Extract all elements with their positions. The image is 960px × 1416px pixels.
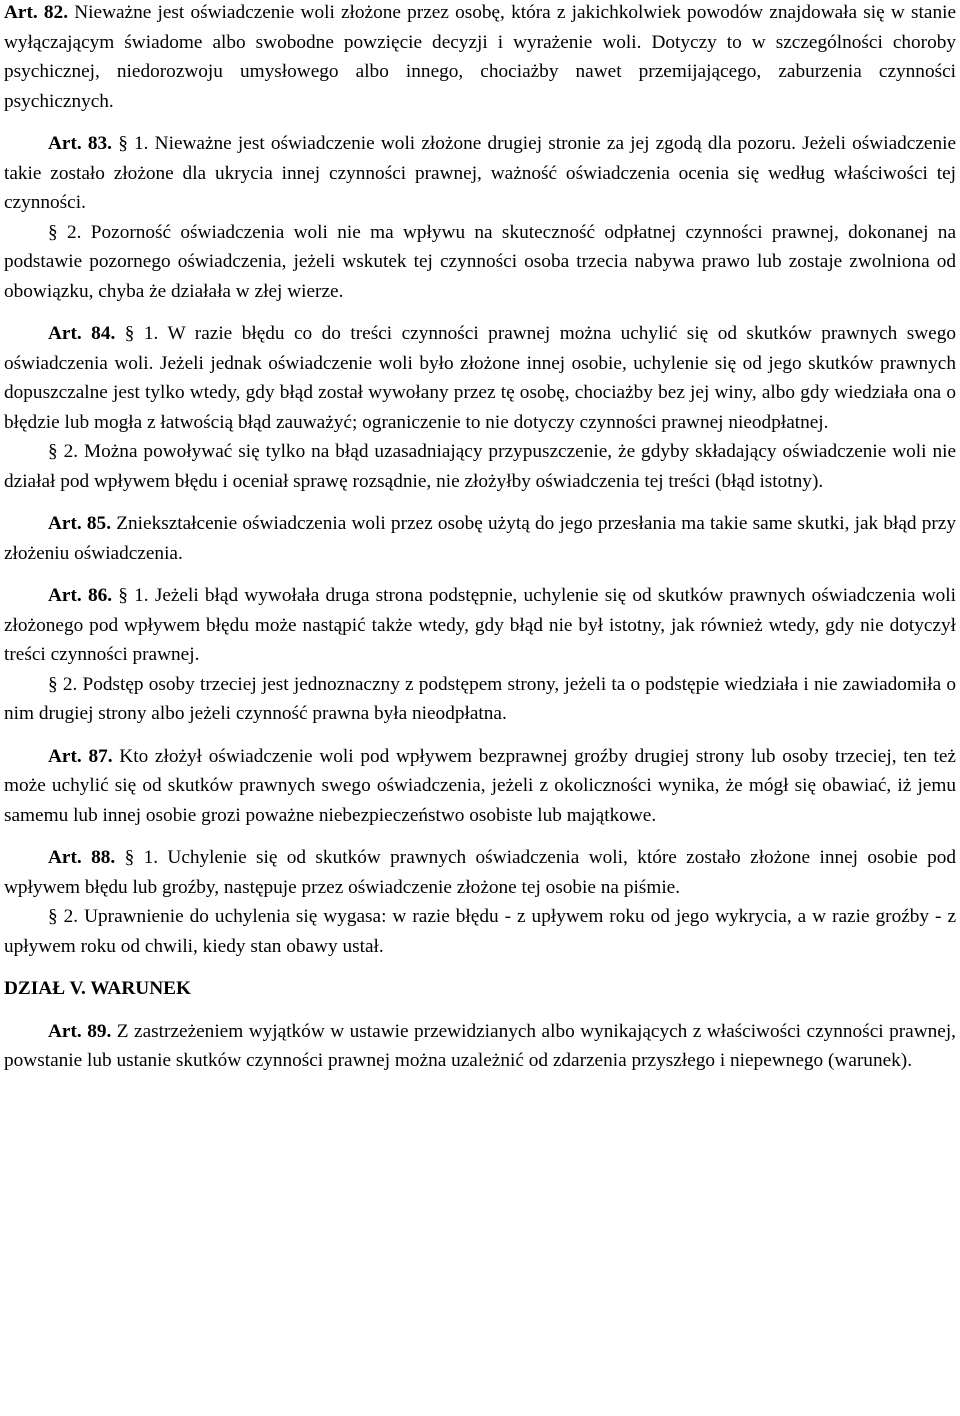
article-89 xyxy=(4,1017,956,1076)
paragraph-number: § 2. xyxy=(48,673,78,695)
paragraph-number: § 2. xyxy=(48,906,79,927)
article-label: Art. 89. xyxy=(48,1020,112,1042)
article-88-par-2 xyxy=(4,902,956,961)
chapter-heading: DZIAŁ V. WARUNEK xyxy=(4,978,191,999)
spacer xyxy=(4,1004,956,1017)
spacer xyxy=(4,116,956,129)
article-82 xyxy=(4,0,956,116)
paragraph-text: Pozorność oświadczenia woli nie ma wpływu na skuteczność odpłatnej czynności prawnej, dokonanej na podstawie pozornego oświadczenia, jeżeli wskutek tej czynności osoba trzecia nabywa prawo lub zostaje zwolniona od obowiązku, chyba że działała w złej wierze. xyxy=(4,221,956,302)
article-87 xyxy=(4,742,956,831)
spacer xyxy=(4,568,956,581)
paragraph-text: Uchylenie się od skutków prawnych oświadczenia woli, które zostało złożone innej osobie pod wpływem błędu lub groźby, następuje przez oświadczenie złożone tej osobie na piśmie. xyxy=(4,847,956,898)
paragraph-text: W razie błędu co do treści czynności prawnej można uchylić się od skutków prawnych swego oświadczenia woli. Jeżeli jednak oświadczenie woli było złożone innej osobie, uchylenie się od jego skutków prawnych dopuszczalne jest tylko wtedy, gdy błąd został wywołany przez tę osobę, chociażby bez jej winy, albo gdy wiedziała ona o błędzie lub mogła z łatwością błąd zauważyć; ograniczenie to nie dotyczy czynności prawnej nieodpłatnej. xyxy=(4,323,956,433)
article-text: Zniekształcenie oświadczenia woli przez osobę użytą do jego przesłania ma takie same skutki, jak błąd przy złożeniu oświadczenia. xyxy=(4,513,956,564)
spacer xyxy=(4,830,956,843)
article-85 xyxy=(4,509,956,568)
spacer xyxy=(4,961,956,974)
article-label: Art. 85. xyxy=(48,513,112,534)
article-label: Art. 86. xyxy=(48,585,113,606)
article-84-par-1 xyxy=(4,319,956,437)
article-83-par-2 xyxy=(4,218,956,307)
article-86-par-1 xyxy=(4,581,956,670)
spacer xyxy=(4,306,956,319)
paragraph-text: Jeżeli błąd wywołała druga strona podstępnie, uchylenie się od skutków prawnych oświadczenia woli złożonego pod wpływem błędu może nastąpić także wtedy, gdy błąd nie był istotny, jak również wtedy, gdy nie dotyczył treści czynności prawnej. xyxy=(4,585,956,665)
article-text: Z zastrzeżeniem wyjątków w ustawie przewidzianych albo wynikających z właściwości czynności prawnej, powstanie lub ustanie skutków czynności prawnej można uzależnić od zdarzenia przyszłego i niepewnego (warunek). xyxy=(4,1020,956,1071)
paragraph-text: Nieważne jest oświadczenie woli złożone drugiej stronie za jej zgodą dla pozoru. Jeżeli oświadczenie takie zostało złożone dla ukrycia innej czynności prawnej, ważność oświadczenia ocenia się według właściwości tej czynności. xyxy=(4,133,957,213)
article-84-par-2 xyxy=(4,437,956,496)
article-label: Art. 82. xyxy=(4,2,69,23)
paragraph-number: § 2. xyxy=(48,441,79,462)
article-86-par-2 xyxy=(4,670,956,729)
spacer xyxy=(4,496,956,509)
article-text: Nieważne jest oświadczenie woli złożone przez osobę, która z jakichkolwiek powodów znajdowała się w stanie wyłączającym świadome albo swobodne powzięcie decyzji i wyrażenie woli. Dotyczy to w szczególności choroby psychicznej, niedorozwoju umysłowego albo innego, chociażby nawet przemijającego, zaburzenia czynności psychicznych. xyxy=(4,2,956,112)
paragraph-number: § 1. xyxy=(118,133,149,154)
article-88-par-1 xyxy=(4,843,956,902)
article-text: Kto złożył oświadczenie woli pod wpływem bezprawnej groźby drugiej strony lub osoby trzeciej, ten też może uchylić się od skutków prawnych swego oświadczenia, jeżeli z okoliczności wynika, że mógł się obawiać, iż jemu samemu lub innej osobie grozi poważne niebezpieczeństwo osobiste lub majątkowe. xyxy=(4,745,956,826)
article-83-par-1 xyxy=(4,129,956,218)
article-label: Art. 84. xyxy=(48,323,116,344)
paragraph-text: Uprawnienie do uchylenia się wygasa: w razie błędu - z upływem roku od jego wykrycia, a w razie groźby - z upływem roku od chwili, kiedy stan obawy ustał. xyxy=(4,906,957,957)
paragraph-number: § 2. xyxy=(48,221,82,243)
article-label: Art. 83. xyxy=(48,133,112,154)
paragraph-text: Podstęp osoby trzeciej jest jednoznaczny z podstępem strony, jeżeli ta o podstępie wiedziała i nie zawiadomiła o nim drugiej strony albo jeżeli czynność prawna była nieodpłatna. xyxy=(4,673,957,724)
paragraph-number: § 1. xyxy=(118,585,149,606)
paragraph-number: § 1. xyxy=(124,847,159,868)
paragraph-number: § 1. xyxy=(124,323,159,344)
article-label: Art. 87. xyxy=(48,745,113,767)
article-label: Art. 88. xyxy=(48,847,116,868)
paragraph-text: Można powoływać się tylko na błąd uzasadniający przypuszczenie, że gdyby składający oświadczenie woli nie działał pod wpływem błędu i oceniał sprawę rozsądnie, nie złożyłby oświadczenia tej treści (błąd istotny). xyxy=(4,441,957,492)
legal-document xyxy=(4,0,956,1076)
spacer xyxy=(4,729,956,742)
